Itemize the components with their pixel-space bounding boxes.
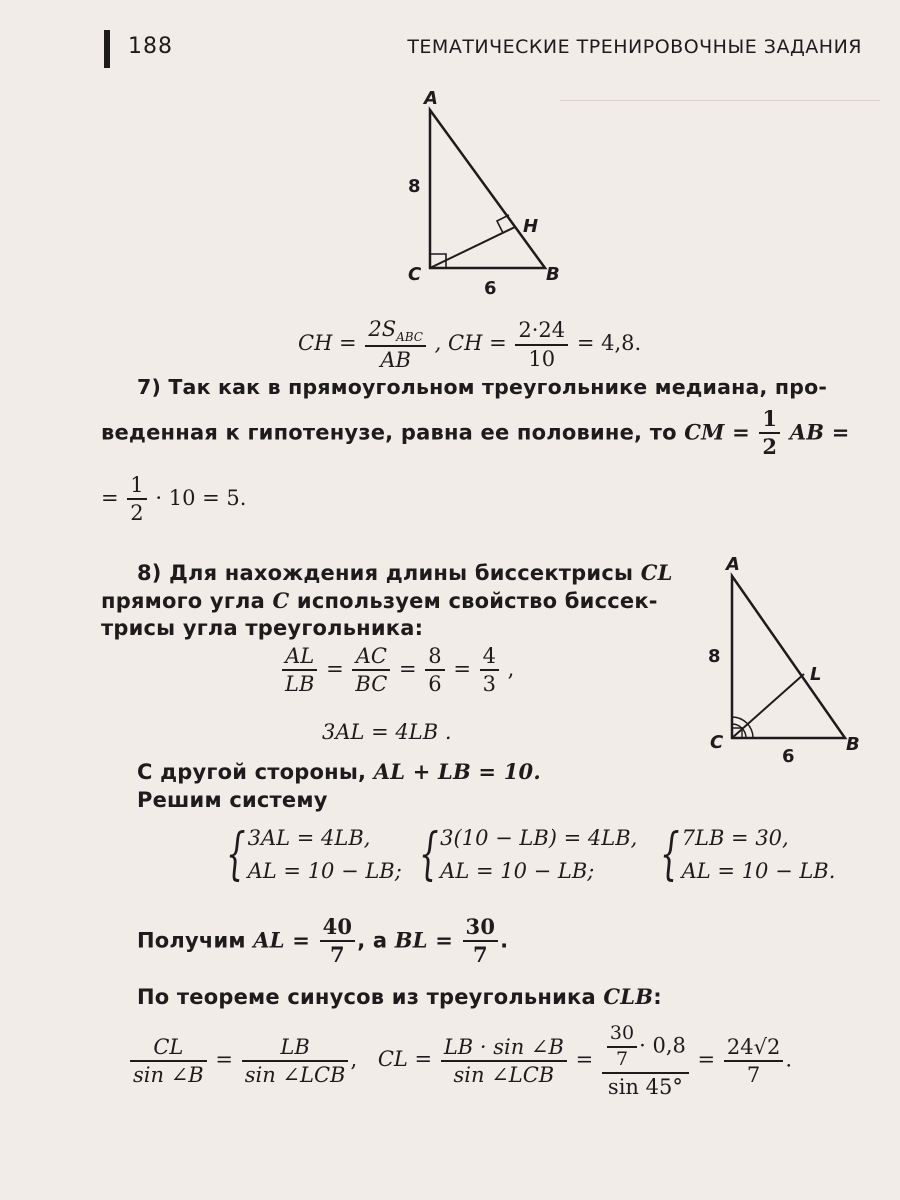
equation-3al: 3AL = 4LB . [322, 720, 452, 744]
triangle-acb-1 [430, 110, 545, 268]
sine-theorem-line: По теореме синусов из треугольника CLB: [137, 984, 662, 1009]
item8-line2: прямого угла C используем свойство биссек- [101, 588, 658, 613]
vertex-label-a2: A [726, 554, 740, 575]
side-label-cb: 6 [484, 278, 497, 296]
item7-line2: веденная к гипотенузе, равна ее половине, то CM = $\frac{1}{2}$ AB = [101, 406, 850, 460]
system-2: {3(10 − LB) = 4LB, AL = 10 − LB; [418, 821, 638, 887]
final-formula: $\frac{CL}{\sin \angle B}$ = $\frac{LB}{\text{sin ∠LCB}}$ , CL = $\frac{LB \cdot \sin \angle B}{\text{sin ∠LCB}}$ = $\frac{30}{7}$ · 0,8 sin 45° = $\frac{24√2}{7}$ . [128, 1022, 792, 1100]
item8-line3: трисы угла треугольника: [101, 616, 424, 640]
vertex-label-c2: C [710, 732, 724, 753]
vertex-label-b: B [546, 264, 560, 285]
side-label-ac2: 8 [708, 646, 721, 667]
solve-system-label: Решим систему [137, 788, 328, 812]
vertex-label-b2: B [846, 734, 860, 755]
triangle-figure-1 [400, 86, 580, 296]
side-label-ac: 8 [408, 176, 421, 197]
page-number: 188 [128, 34, 173, 59]
bisector-ratio: $\frac{AL}{LB}$ = $\frac{AC}{BC}$ = $\frac{8}{6}$ = $\frac{4}{3}$ , [280, 643, 514, 698]
vertex-label-h: H [523, 216, 539, 237]
system-of-equations [218, 822, 835, 887]
other-side-line: С другой стороны, AL + LB = 10. [137, 759, 541, 784]
formula-ch: CH = $\frac{2S_{ABC}}{AB}$ , CH = $\frac{2\cdot 24}{10}$ = 4,8. [298, 317, 642, 373]
vertex-label-l: L [810, 664, 822, 685]
system-3: {7LB = 30, AL = 10 − LB. [660, 821, 836, 887]
system-1: {3AL = 4LB, AL = 10 − LB; [226, 821, 402, 887]
triangle-figure-2 [700, 552, 880, 772]
running-title: ТЕМАТИЧЕСКИЕ ТРЕНИРОВОЧНЫЕ ЗАДАНИЯ [407, 36, 862, 58]
item7-line1: 7) Так как в прямоугольном треугольнике медиана, про- [137, 375, 828, 399]
bleed-through-decoration [560, 100, 880, 102]
item8-line1: 8) Для нахождения длины биссектрисы CL [137, 560, 673, 585]
triangle-acb-2 [732, 576, 845, 738]
side-label-cb2: 6 [782, 746, 795, 767]
result-line: Получим AL = $\frac{40}{7}$ , а BL = $\frac{30}{7}$ . [137, 914, 509, 968]
item7-line3: = $\frac{1}{2}$ · 10 = 5. [101, 473, 247, 526]
vertex-label-a: A [424, 88, 438, 109]
vertex-label-c: C [408, 264, 422, 285]
header-bar [104, 30, 110, 68]
